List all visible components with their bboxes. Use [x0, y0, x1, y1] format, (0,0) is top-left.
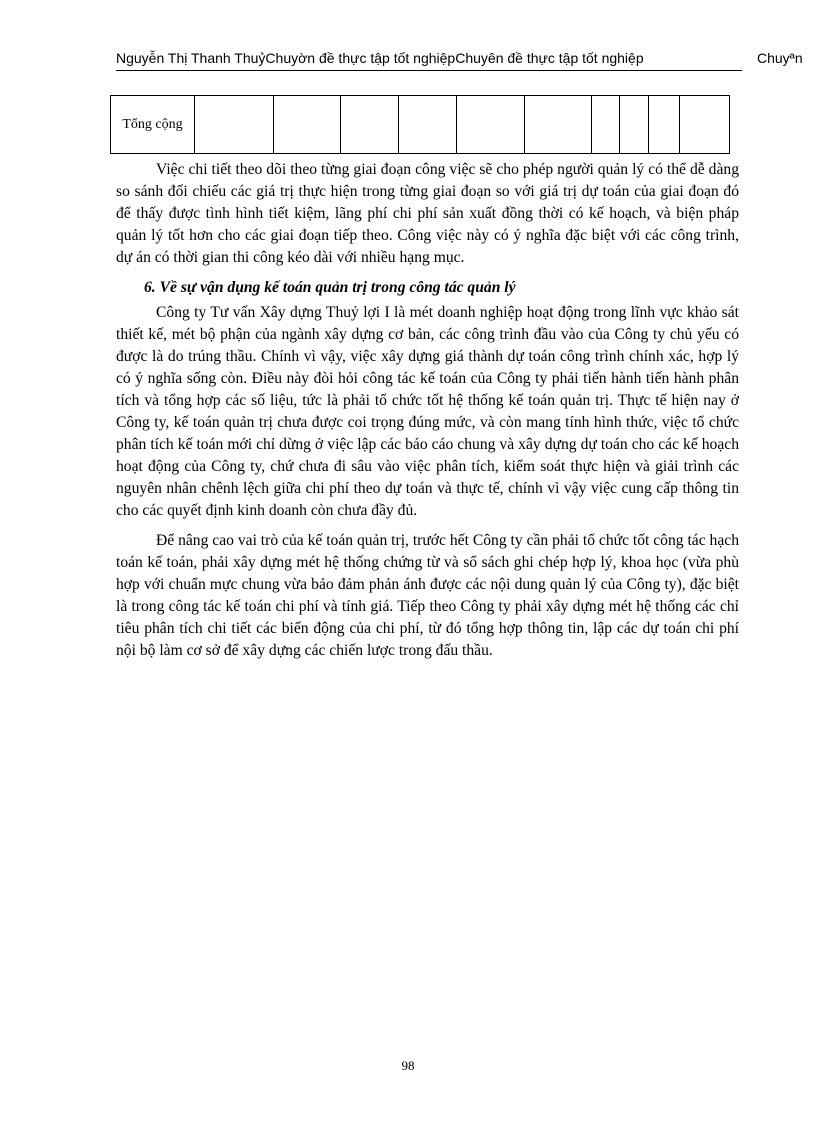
table-cell-total: Tổng cộng	[111, 96, 195, 154]
table-cell	[525, 96, 592, 154]
table-cell	[457, 96, 525, 154]
table-cell	[341, 96, 399, 154]
table-row	[111, 96, 730, 154]
body-text	[116, 159, 739, 662]
section-heading: 6. Về sự vận dụng kế toán quản trị trong công tác quản lý	[144, 279, 516, 296]
table-cell	[399, 96, 457, 154]
header-title: Nguyễn Thị Thanh ThuỷChuyờn đề thực tập tốt nghiệpChuyên đề thực tập tốt nghiệp	[116, 50, 644, 66]
table-cell	[592, 96, 620, 154]
summary-table	[110, 95, 730, 154]
header-right-text: Chuyªn	[757, 50, 803, 66]
paragraph: Để nâng cao vai trò của kế toán quản trị, trước hết Công ty cần phải tổ chức tốt công tác hạch toán kế toán, phải xây dựng mét hệ thống chứng từ và sổ sách ghi chép hợp lý, khoa học (vừa phù hợp với chuẩn mực chung vừa bảo đảm phản ánh được các nội dung quản lý của Công ty), đặc biệt là trong công tác kế toán chi phí và tính giá. Tiếp theo Công ty phải xây dựng mét hệ thống các chỉ tiêu phân tích chi tiết các biến động của chi phí, từ đó tổng hợp thông tin, lập các dự toán chi phí nội bộ làm cơ sở để xây dựng các chiến lược trong đấu thầu.	[116, 532, 739, 659]
table-cell	[274, 96, 341, 154]
paragraph: Việc chi tiết theo dõi theo từng giai đoạn công việc sẽ cho phép người quản lý có thể dễ dàng so sánh đối chiếu các giá trị thực hiện trong từng giai đoạn so với giá trị dự toán của giai đoạn đó để thấy được tình hình tiết kiệm, lãng phí chi phí sản xuất đồng thời có kế hoạch, và biện pháp quản lý tốt hơn cho các giai đoạn tiếp theo. Công việc này có ý nghĩa đặc biệt với các công trình, dự án có thời gian thi công kéo dài với nhiều hạng mục.	[116, 161, 739, 266]
table-cell	[680, 96, 730, 154]
table-cell	[649, 96, 680, 154]
page-number: 98	[401, 1058, 415, 1073]
table-cell	[620, 96, 649, 154]
header-rule	[116, 70, 742, 71]
page-header	[116, 48, 816, 72]
paragraph: Công ty Tư vấn Xây dựng Thuỷ lợi I là mét doanh nghiệp hoạt động trong lĩnh vực khảo sát thiết kế, mét bộ phận của ngành xây dựng cơ bản, các công trình đầu vào của Công ty chủ yếu có được là do trúng thầu. Chính vì vậy, việc xây dựng giá thành dự toán công trình chính xác, hợp lý có ý nghĩa sống còn. Điều này đòi hỏi công tác kế toán của Công ty phải tiến hành tiến hành phân tích và tổng hợp các số liệu, tức là phải tổ chức tốt hệ thống kế toán quản trị. Thực tế hiện nay ở Công ty, kế toán quản trị chưa được coi trọng đúng mức, và còn mang tính hình thức, việc tổ chức phân tích kế toán mới chỉ dừng ở việc lập các báo cáo chung và xây dựng dự toán cho các kế hoạch hoạt động của Công ty, chứ chưa đi sâu vào việc phân tích, kiểm soát thực hiện và giải trình các nguyên nhân chênh lệch giữa chi phí theo dự toán và thực tế, chính vì vậy việc cung cấp thông tin cho các quyết định kinh doanh còn chưa đầy đủ.	[116, 304, 739, 519]
table-cell	[195, 96, 274, 154]
